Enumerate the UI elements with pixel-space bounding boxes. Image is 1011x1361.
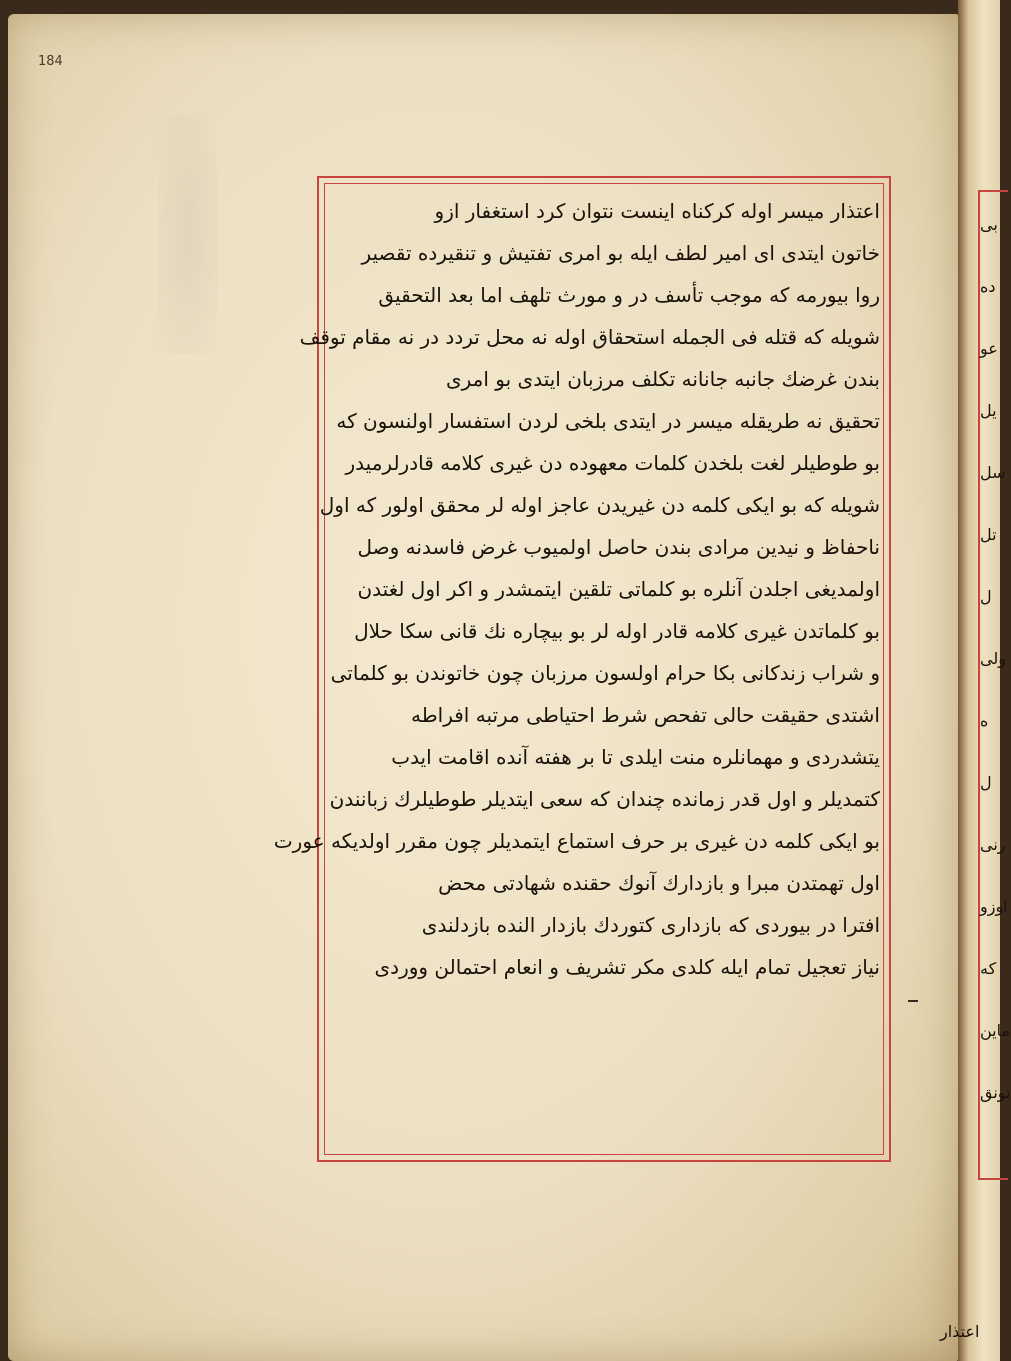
facing-page-fragment: اوزو <box>980 897 1008 916</box>
text-line: ناحفاظ و نیدین مرادی بندن حاصل اولمیوب غرض فاسدنه وصل <box>357 535 880 559</box>
text-line: و شراب زندکانی بکا حرام اولسون مرزبان چون خاتوندن بو کلماتی <box>330 661 880 685</box>
text-line: اشتدی حقیقت حالی تفحص شرط احتیاطی مرتبه افراطه <box>411 703 880 727</box>
text-block <box>273 190 880 1150</box>
text-line: بندن غرضك جانبه جانانه تکلف مرزبان ایتدی بو امری <box>445 367 880 391</box>
text-line: شویله که قتله فی الجمله استحقاق اوله نه محل تردد در نه مقام توقف <box>299 325 880 349</box>
text-line: افترا در بیوردی که بازداری کتوردك بازدار النده بازدلندی <box>421 913 880 937</box>
text-line: نیاز تعجیل تمام ایله کلدی مکر تشریف و انعام احتمالن ووردی <box>374 955 880 979</box>
text-line: اولمدیغی اجلدن آنلره بو کلماتی تلقین ایتمشدر و اکر اول لغتدن <box>357 577 880 601</box>
facing-page-fragment: ل <box>980 587 992 606</box>
text-line: روا بیورمه که موجب تأسف در و مورث تلهف اما بعد التحقیق <box>378 283 880 307</box>
page-number: 184 <box>38 54 63 69</box>
text-line: خاتون ایتدی ای امیر لطف ایله بو امری تفتیش و تنقیرده تقصیر <box>361 241 880 265</box>
facing-page-fragment: رنی <box>980 835 1006 854</box>
text-line: شویله که بو ایکی کلمه دن غیریدن عاجز اوله لر محقق اولور که اول <box>319 493 880 517</box>
facing-page-edge <box>958 0 1011 1361</box>
facing-page-fragment: که <box>980 959 997 978</box>
facing-page-fragment: سل <box>980 463 1006 482</box>
text-line: بو ایکی کلمه دن غیری بر حرف استماع ایتمدیلر چون مقرر اولدیکه عورت <box>273 829 880 853</box>
text-line: یتشدردی و مهمانلره منت ایلدی تا بر هفته آنده اقامت ایدب <box>391 745 880 769</box>
text-line: تحقیق نه طریقله میسر در ایتدی بلخی لردن استفسار اولنسون که <box>336 409 880 433</box>
facing-page-fragment: تل <box>980 525 997 544</box>
text-line: اعتذار میسر اوله کرکناه اینست نتوان کرد استغفار ازو <box>434 199 880 223</box>
text-line: بو کلماتدن غیری کلامه قادر اوله لر بو بیچاره نك قانی سکا حلال <box>354 619 880 643</box>
facing-page-fragment: ولی <box>980 649 1006 668</box>
catchword: اعتذار <box>940 1322 980 1341</box>
text-line: اول تهمتدن مبرا و بازدارك آنوك حقنده شهادتی محض <box>438 871 880 895</box>
facing-page-fragment: تونق <box>980 1083 1011 1102</box>
facing-page-fragment: بی <box>980 215 998 234</box>
facing-page-fragment: ده <box>980 277 996 296</box>
facing-page-fragment: یل <box>980 401 997 420</box>
margin-stain <box>158 114 218 354</box>
facing-page-fragment: ماین <box>980 1021 1011 1040</box>
facing-page-fragment: ه <box>980 711 989 730</box>
text-line: کتمدیلر و اول قدر زمانده چندان که سعی ایتدیلر طوطیلرك زبانندن <box>329 787 880 811</box>
text-line: بو طوطیلر لغت بلخدن کلمات معهوده دن غیری کلامه قادرلرمیدر <box>345 451 880 475</box>
margin-mark <box>908 1000 918 1002</box>
facing-page-fragment: عو <box>980 339 998 358</box>
facing-page-fragment: ل <box>980 773 992 792</box>
